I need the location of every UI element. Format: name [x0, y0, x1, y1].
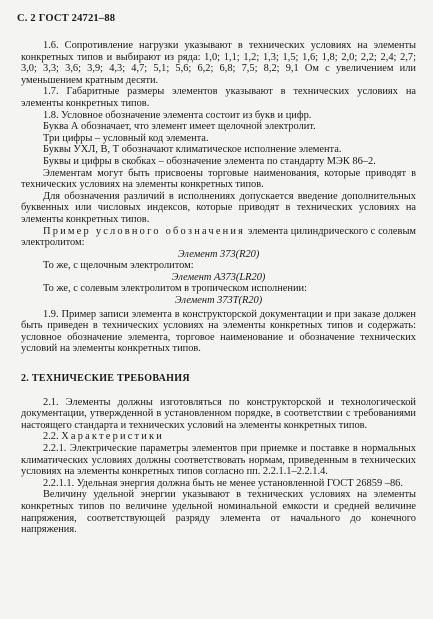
paragraph-2-2-number: 2.2.: [43, 431, 62, 443]
paragraph-2-2: [21, 431, 416, 443]
paragraph-three-digits: Три цифры – условный код элемента.: [43, 132, 209, 144]
paragraph-letter-a: Буква А обозначает, что элемент имеет щелочной электролит.: [43, 121, 316, 133]
document-body: [21, 40, 416, 536]
paragraph-iec-designation: Буквы и цифры в скобках – обозначение элемента по стандарту МЭК 86–2.: [43, 155, 376, 167]
example-item-3: Элемент 373Т(R20): [174, 295, 263, 307]
paragraph-1-9: 1.9. Пример записи элемента в конструкторской документации и при заказе должен быть приведен в технических условиях на элементы конкретных типов и содержать: условное обозначение элемента, торговое наименование и обозначение технических условий на элементы конкретных типов.: [21, 308, 416, 355]
paragraph-1-8: 1.8. Условное обозначение элемента состоит из букв и цифр.: [43, 109, 312, 121]
paragraph-1-7: 1.7. Габаритные размеры элементов указывают в технических условиях на элементы конкретных типов.: [21, 86, 416, 109]
example-label: Пример условного обозначения: [43, 225, 246, 237]
paragraph-2-2-1: 2.2.1. Электрические параметры элементов при приемке и поставке в нормальных климатических условиях должны соответствовать нормам, приведенным в технических условиях на элементы конкретных типов согласно пп. 2.2.1.1–2.2.1.4.: [21, 443, 416, 478]
paragraph-2-2-1-1: 2.2.1.1. Удельная энергия должна быть не менее установленной ГОСТ 26859 –86.: [43, 477, 403, 489]
paragraph-trade-names: Элементам могут быть присвоены торговые наименования, которые приводят в технических условиях на элементы конкретных типов.: [21, 167, 416, 191]
example-label-rest: элемента цилиндрического с солевым электролитом:: [21, 225, 417, 249]
example-intro: [21, 226, 416, 249]
example-line-3: То же, с солевым электролитом в тропическом исполнении:: [43, 283, 307, 295]
paragraph-2-2-title: Характеристики: [61, 431, 165, 443]
page-header: С. 2 ГОСТ 24721–88: [17, 13, 116, 24]
example-line-2: То же, с щелочным электролитом:: [43, 260, 194, 272]
paragraph-climate-letters: Буквы УХЛ, В, Т обозначают климатическое исполнение элемента.: [43, 144, 342, 156]
example-item-1: Элемент 373(R20): [177, 248, 260, 260]
example-item-2: Элемент А373(LR20): [171, 271, 266, 283]
paragraph-2-1: 2.1. Элементы должны изготовляться по конструкторской и технологической документации, утвержденной в установленном порядке, в соответствии с требованиями настоящего стандарта и технических условий на элементы конкретных типов.: [21, 396, 416, 431]
paragraph-indices: Для обозначения различий в исполнениях допускается введение дополнительных буквенных или числовых индексов, которые приводят в технических условиях на элементы конкретных типов.: [21, 190, 416, 225]
section-2-title: 2. ТЕХНИЧЕСКИЕ ТРЕБОВАНИЯ: [21, 373, 190, 385]
paragraph-1-6: 1.6. Сопротивление нагрузки указывают в технических условиях на элементы конкретных типов и выбирают из ряда: 1,0; 1,1; 1,2; 1,3; 1,5; 1,6; 1,8; 2,0; 2,2; 2,4; 2,7; 3,0; 3,3; 3,6; 3,9; 4,3; 4,7; 5,1; 5,6; 6,2; 6,8; 7,5; 8,2; 9,1 Ом с увеличением или уменьшением кратным десяти.: [21, 40, 416, 86]
paragraph-specific-energy: Величину удельной энергии указывают в технических условиях на элементы конкретных типов по величине удельной номинальной емкости и средней величине напряжения, соответствующей разряду элемента от начального до конечного напряжения.: [21, 489, 416, 536]
